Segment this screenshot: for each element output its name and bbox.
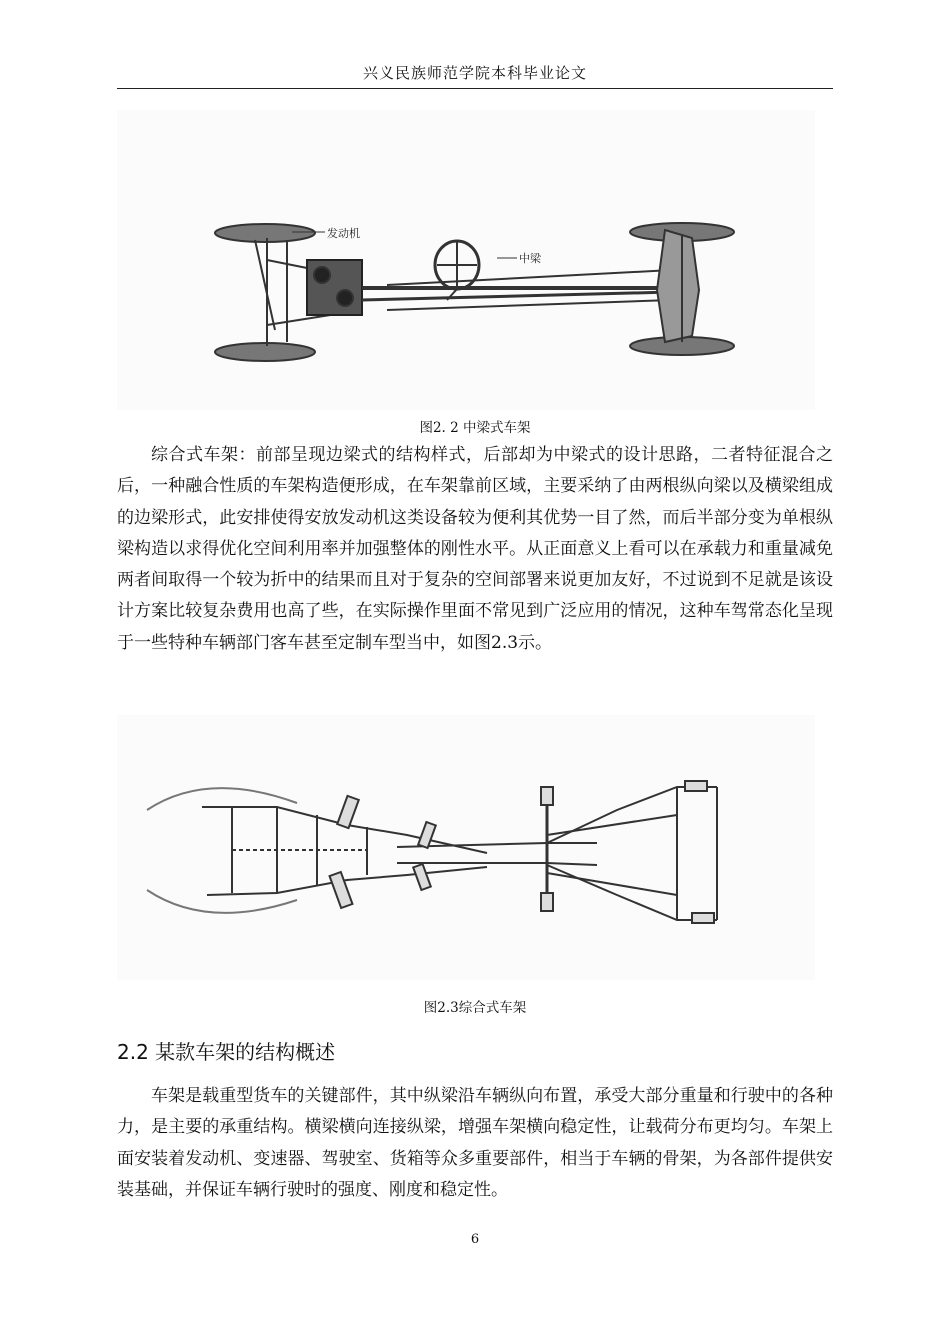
engine-label: 发动机 — [327, 227, 360, 240]
rear-differential — [657, 230, 699, 342]
figure-combined-frame — [117, 715, 815, 980]
figure-caption-2-3: 图2.3综合式车架 — [423, 1000, 527, 1016]
body-paragraph-frame-overview: 车架是载重型货车的关键部件，其中纵梁沿车辆纵向布置，承受大部分重量和行驶中的各种力，是主要的承重结构。横梁横向连接纵梁，增强车架横向稳定性，让载荷分布更均匀。车架上面安装着发动机、变速器、驾驶室、货箱等众多重要部件，相当于车辆的骨架，为各部件提供安装基础，并保证车辆行驶时的强度、刚度和稳定性。 — [117, 1086, 833, 1200]
figure-center-beam-frame — [117, 110, 815, 410]
rear-side-rail-lower — [547, 865, 717, 920]
engine-block — [307, 260, 362, 315]
combined-frame-drawing — [117, 715, 815, 980]
page-number: 6 — [470, 1232, 480, 1247]
body-paragraph-combined-frame: 综合式车架：前部呈现边梁式的结构样式，后部却为中梁式的设计思路，二者特征混合之后，一种融合性质的车架构造便形成，在车架靠前区域，主要采纳了由两根纵向梁以及横梁组成的边梁形式，此安排使得安放发动机这类设备较为便利其优势一目了然，而后半部分变为单根纵梁构造以求得优化空间利用率并加强整体的刚性水平。从正面意义上看可以在承载力和重量减免两者间取得一个较为折中的结果而且对于复杂的空间部署来说更加友好，不过说到不足就是该设计方案比较复杂费用也高了些，在实际操作里面不常见到广泛应用的情况，这种车驾常态化呈现于一些特种车辆部门客车甚至定制车型当中，如图2.3示。 — [117, 445, 833, 653]
center-beam-label: 中梁 — [519, 252, 541, 265]
front-right-wheel — [215, 343, 315, 361]
figure-caption-2-2: 图2. 2 中梁式车架 — [419, 420, 531, 436]
page-header: 兴义民族师范学院本科毕业论文 — [362, 64, 587, 82]
center-beam-frame-drawing — [117, 110, 815, 410]
header-rule — [117, 88, 833, 89]
section-heading: 2.2 某款车架的结构概述 — [117, 1040, 336, 1064]
front-left-wheel — [215, 224, 315, 242]
rear-side-rail-upper — [547, 787, 717, 843]
